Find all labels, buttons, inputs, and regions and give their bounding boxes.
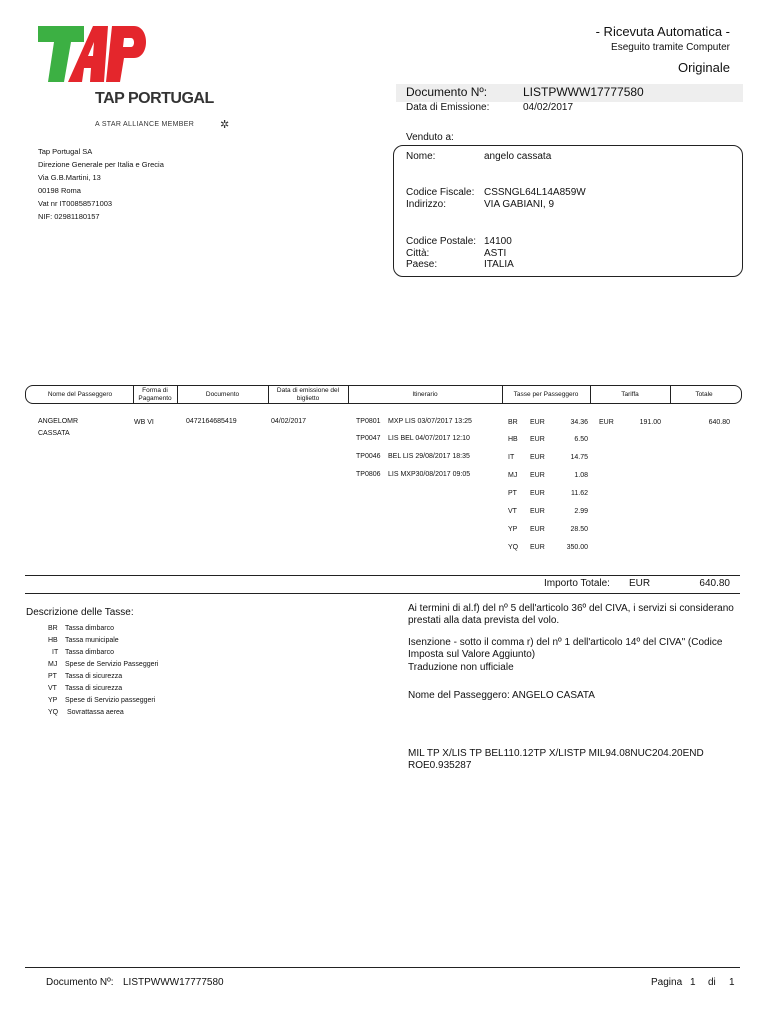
- header-itinerary: Itinerario: [412, 391, 438, 398]
- tax-code: VT: [508, 508, 517, 515]
- tax-desc-code: VT: [48, 685, 57, 692]
- row-total: 640.80: [708, 419, 730, 426]
- passenger-name-value: ANGELO CASATA: [511, 690, 595, 701]
- tax-amount: 2.99: [574, 508, 588, 515]
- tax-currency: EUR: [530, 454, 545, 461]
- payment-form: WB VI: [134, 419, 154, 426]
- passenger-name-label: Nome del Passeggero:: [408, 690, 510, 701]
- itinerary-flight: TP0047: [356, 435, 381, 442]
- footer-total-pages: 1: [729, 977, 735, 988]
- header-passenger-name: Nome del Passeggero: [47, 391, 113, 398]
- company-line: Via G.B.Martini, 13: [38, 173, 101, 182]
- exemption-note: Isenzione - sotto il comma r) del nº 1 dell'articolo 14º del CIVA" (Codice Imposta sul Valore Aggiunto): [408, 637, 723, 660]
- itinerary-flight: TP0801: [356, 418, 381, 425]
- tax-desc-text: Sovrattassa aerea: [67, 709, 124, 716]
- footer-page-label: Pagina: [651, 977, 683, 988]
- footer-document-number: LISTPWWW17777580: [123, 977, 224, 988]
- customer-name: angelo cassata: [484, 151, 552, 162]
- itinerary-flight: TP0806: [356, 471, 381, 478]
- company-info: [38, 145, 164, 223]
- tap-portugal-logo: [38, 24, 238, 136]
- sold-to-label: Venduto a:: [406, 132, 454, 143]
- country: ITALIA: [484, 259, 514, 270]
- ticket-issue-date: 04/02/2017: [271, 418, 307, 425]
- address-label: Indirizzo:: [406, 199, 447, 210]
- company-line: Direzione Generale per Italia e Grecia: [38, 160, 164, 169]
- executed-by: Eseguito tramite Computer: [611, 42, 730, 53]
- postal-code: 14100: [484, 236, 512, 247]
- tax-amount: 1.08: [574, 472, 588, 479]
- issue-date-label: Data di Emissione:: [406, 102, 490, 113]
- tax-desc-code: BR: [48, 625, 58, 632]
- tax-code: IT: [508, 454, 515, 461]
- fiscal-code-label: Codice Fiscale:: [406, 187, 475, 198]
- receipt-type: - Ricevuta Automatica -: [595, 24, 730, 39]
- passenger-name-note: [408, 690, 595, 702]
- itinerary-flight: TP0046: [356, 453, 381, 460]
- divider-line: [25, 593, 740, 594]
- header-taxes: Tasse per Passeggero: [513, 391, 579, 398]
- postal-code-label: Codice Postale:: [406, 236, 477, 247]
- company-line: NIF: 02981180157: [38, 212, 100, 221]
- city-label: Città:: [406, 248, 430, 259]
- customer-box: [393, 145, 743, 277]
- tap-logo-graphic: [38, 24, 238, 136]
- translation-note: Traduzione non ufficiale: [408, 662, 514, 673]
- tax-code: BR: [508, 419, 518, 426]
- passenger-last: CASSATA: [38, 430, 70, 437]
- footer-of-label: di: [708, 977, 716, 988]
- tax-code: YQ: [508, 544, 519, 551]
- header-fare: Tariffa: [621, 391, 639, 398]
- tax-desc-text: Tassa di sicurezza: [65, 685, 123, 692]
- divider-line: [25, 575, 740, 576]
- tax-code: HB: [508, 436, 518, 443]
- tax-code: PT: [508, 490, 517, 497]
- tax-desc-text: Tassa di sicurezza: [65, 673, 123, 680]
- itinerary-route: MXP LIS 03/07/2017 13:25: [388, 418, 472, 425]
- tax-currency: EUR: [530, 490, 545, 497]
- tax-desc-code: PT: [48, 673, 57, 680]
- total-label: Importo Totale:: [544, 578, 610, 589]
- tax-desc-text: Spese de Servizio Passeggeri: [65, 661, 159, 668]
- tax-desc-code: MJ: [48, 661, 58, 668]
- total-amount: 640.80: [699, 578, 730, 589]
- tax-desc-code: YQ: [48, 709, 59, 716]
- civa-note: Ai termini di al.f) del nº 5 dell'articolo 36º del CIVA, i servizi si considerano prestati alla data prevista del volo.: [408, 603, 734, 626]
- tax-desc-text: Tassa municipale: [65, 637, 119, 644]
- country-label: Paese:: [406, 259, 438, 270]
- itinerary-route: BEL LIS 29/08/2017 18:35: [388, 453, 470, 460]
- tax-code: YP: [508, 526, 518, 533]
- document-number: LISTPWWW17777580: [523, 85, 644, 99]
- city: ASTI: [484, 248, 507, 259]
- ticket-document: 0472164685419: [186, 418, 237, 425]
- tax-desc-text: Spese di Servizio passeggeri: [65, 697, 156, 704]
- footer-document-label: Documento Nº:: [46, 977, 114, 988]
- tax-currency: EUR: [530, 419, 545, 426]
- header-payment-form: Forma di Pagamento: [138, 387, 172, 402]
- fare-calculation-roe: ROE0.935287: [408, 760, 472, 771]
- issue-date: 04/02/2017: [523, 102, 574, 113]
- header-total: Totale: [695, 391, 713, 398]
- fiscal-code: CSSNGL64L14A859W: [484, 187, 586, 198]
- tax-desc-code: IT: [52, 649, 59, 656]
- tax-amount: 11.62: [571, 490, 588, 497]
- tax-desc-text: Tassa dimbarco: [65, 649, 115, 656]
- header-ticket-date: Data di emissione del biglietto: [276, 387, 340, 402]
- tax-code: MJ: [508, 472, 518, 479]
- brand-name: TAP PORTUGAL: [95, 90, 214, 107]
- tax-currency: EUR: [530, 436, 545, 443]
- itinerary-route: LIS MXP30/08/2017 09:05: [388, 471, 471, 478]
- tax-amount: 14.75: [570, 454, 588, 461]
- address: VIA GABIANI, 9: [484, 199, 555, 210]
- company-line: Tap Portugal SA: [38, 147, 93, 156]
- tax-amount: 6.50: [574, 436, 588, 443]
- tax-description-title: Descrizione delle Tasse:: [26, 607, 134, 618]
- fare-calculation-line: MIL TP X/LIS TP BEL110.12TP X/LISTP MIL94.08NUC204.20END: [408, 748, 704, 759]
- copy-label: Originale: [677, 60, 730, 75]
- tax-desc-code: YP: [48, 697, 58, 704]
- name-label: Nome:: [406, 151, 436, 162]
- fare-amount: 191.00: [639, 419, 661, 426]
- tax-currency: EUR: [530, 544, 545, 551]
- tax-currency: EUR: [530, 508, 545, 515]
- tax-desc-code: HB: [48, 637, 58, 644]
- tax-desc-text: Tassa dimbarco: [65, 625, 115, 632]
- company-line: 00198 Roma: [38, 186, 81, 195]
- passenger-first: ANGELOMR: [38, 418, 79, 425]
- alliance-label: A STAR ALLIANCE MEMBER: [95, 121, 195, 128]
- footer-divider: [25, 967, 740, 968]
- tax-amount: 350.00: [566, 544, 588, 551]
- total-currency: EUR: [629, 578, 651, 589]
- tax-currency: EUR: [530, 472, 545, 479]
- document-number-label: Documento Nº:: [406, 85, 488, 99]
- company-line: Vat nr IT00858571003: [38, 199, 113, 208]
- tax-amount: 34.36: [570, 419, 588, 426]
- header-document: Documento: [205, 391, 240, 398]
- tax-currency: EUR: [530, 526, 545, 533]
- itinerary-route: LIS BEL 04/07/2017 12:10: [388, 435, 470, 442]
- fare-currency: EUR: [599, 419, 614, 426]
- star-alliance-icon: ✲: [220, 119, 230, 131]
- footer-page-number: 1: [690, 977, 696, 988]
- tax-amount: 28.50: [570, 526, 588, 533]
